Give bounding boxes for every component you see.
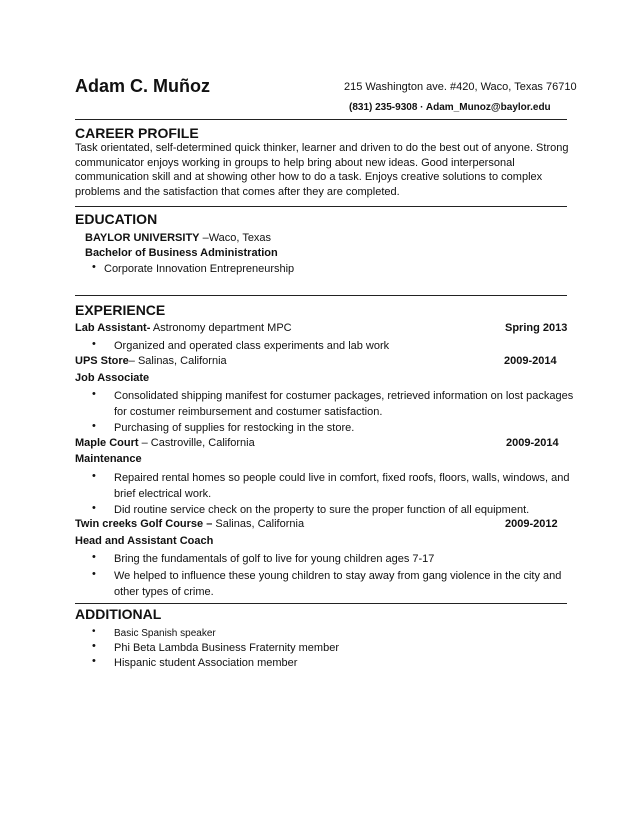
divider bbox=[75, 206, 567, 207]
school-location: –Waco, Texas bbox=[199, 232, 272, 244]
job-employer: Twin creeks Golf Course – bbox=[75, 518, 213, 530]
profile-line: Task orientated, self-determined quick thinker, learner and driven to do the best out of anyone. Strong bbox=[75, 142, 569, 154]
candidate-name: Adam C. Muñoz bbox=[75, 76, 210, 96]
job-title-line bbox=[75, 437, 255, 449]
school-name: BAYLOR UNIVERSITY bbox=[85, 232, 200, 244]
bullet-icon: • bbox=[92, 502, 96, 514]
experience-heading: EXPERIENCE bbox=[75, 302, 166, 318]
job-dates: 2009-2014 bbox=[506, 437, 559, 449]
job-detail: – Salinas, California bbox=[128, 355, 227, 367]
profile-line: communicator enjoys working in groups to help bring about new ideas. Good interpersonal bbox=[75, 156, 515, 169]
address: 215 Washington ave. #420, Waco, Texas 76710 bbox=[344, 81, 577, 93]
bullet-icon: • bbox=[92, 420, 96, 432]
career-profile-heading: CAREER PROFILE bbox=[75, 125, 199, 141]
degree: Bachelor of Business Administration bbox=[85, 247, 278, 259]
bullet-icon: • bbox=[92, 338, 96, 350]
bullet-icon: • bbox=[92, 568, 96, 580]
bullet-icon: • bbox=[92, 261, 96, 273]
job-employer: Maple Court bbox=[75, 437, 139, 449]
profile-line: communication skill and at showing other how to do a task. Enjoys creative solutions to complex bbox=[75, 171, 543, 184]
job-dates: 2009-2012 bbox=[505, 518, 558, 530]
education-heading: EDUCATION bbox=[75, 211, 158, 227]
job-detail: Astronomy department MPC bbox=[150, 322, 292, 334]
bullet-icon: • bbox=[92, 388, 96, 400]
contact-line: (831) 235-9308 · Adam_Munoz@baylor.edu bbox=[349, 102, 551, 113]
divider bbox=[75, 119, 567, 120]
resume-page: Adam C. Muñoz 215 Washington ave. #420, Waco, Texas 76710 (831) 235-9308 · Adam_Munoz@baylor.edu CAREER PROFILE Task orientated, self-determined quick thinker, learner and driven to do the best out of anyone. Strong communicator enjoys working in groups to help bring about new ideas. Good interpersonal communication skill and at showing other how to do a task. Enjoys creative solutions to complex problems and the satisfaction that comes after they are completed. EDUCATION BAYLOR UNIVERSITY –Waco, Texas Bachelor of Business Administration • Corporate Innovation Entrepreneurship EXPERIENCE Lab Assistant- Astronomy department MPC Spring 2013 • Organized and operated class experiments and lab work UPS Store– Salinas, California 2009-2014 Job Associate • Consolidated shipping manifest for costumer packages, retrieved information on lost packages for costumer reimbursement and costumer satisfaction. • Purchasing of supplies for restocking in the store. Maple Court – Castroville, California 2009-2014 Maintenance • Repaired rental homes so people could live in comfort, fixed roofs, floors, walls, windows, and brief electrical work. • Did routine service check on the property to sure the proper function of all equipment. Twin creeks Golf Course – Salinas, California 2009-2012 Head and Assistant Coach • Bring the fundamentals of golf to live for young children ages 7-17 • We helped to influence these young children to stay away from gang violence in the city and other types of crime. ADDITIONAL • Basic Spanish speaker • Phi Beta Lambda Business Fraternity member • Hispanic student Association member bbox=[75, 76, 577, 669]
job-dates: 2009-2014 bbox=[504, 355, 557, 367]
job-detail: Salinas, California bbox=[212, 518, 305, 530]
bullet-icon: • bbox=[92, 655, 96, 667]
bullet-icon: • bbox=[92, 551, 96, 563]
job-title-line bbox=[75, 322, 292, 334]
divider bbox=[75, 295, 567, 296]
job-title-line bbox=[75, 355, 227, 367]
job-detail: – Castroville, California bbox=[138, 437, 255, 449]
job-title-line bbox=[75, 518, 304, 530]
profile-line: problems and the satisfaction that comes after they are completed. bbox=[75, 185, 400, 198]
job-role: Head and Assistant Coach bbox=[75, 535, 214, 547]
job-role: Job Associate bbox=[75, 372, 150, 384]
education-school-line bbox=[85, 232, 271, 244]
additional-heading: ADDITIONAL bbox=[75, 606, 162, 622]
bullet-icon: • bbox=[92, 470, 96, 482]
job-employer: UPS Store bbox=[75, 355, 129, 367]
job-dates: Spring 2013 bbox=[505, 322, 568, 334]
career-profile-text bbox=[75, 141, 567, 199]
job-employer: Lab Assistant- bbox=[75, 322, 151, 334]
divider bbox=[75, 603, 567, 604]
job-role: Maintenance bbox=[75, 453, 142, 465]
bullet-icon: • bbox=[92, 626, 96, 637]
bullet-icon: • bbox=[92, 640, 96, 652]
